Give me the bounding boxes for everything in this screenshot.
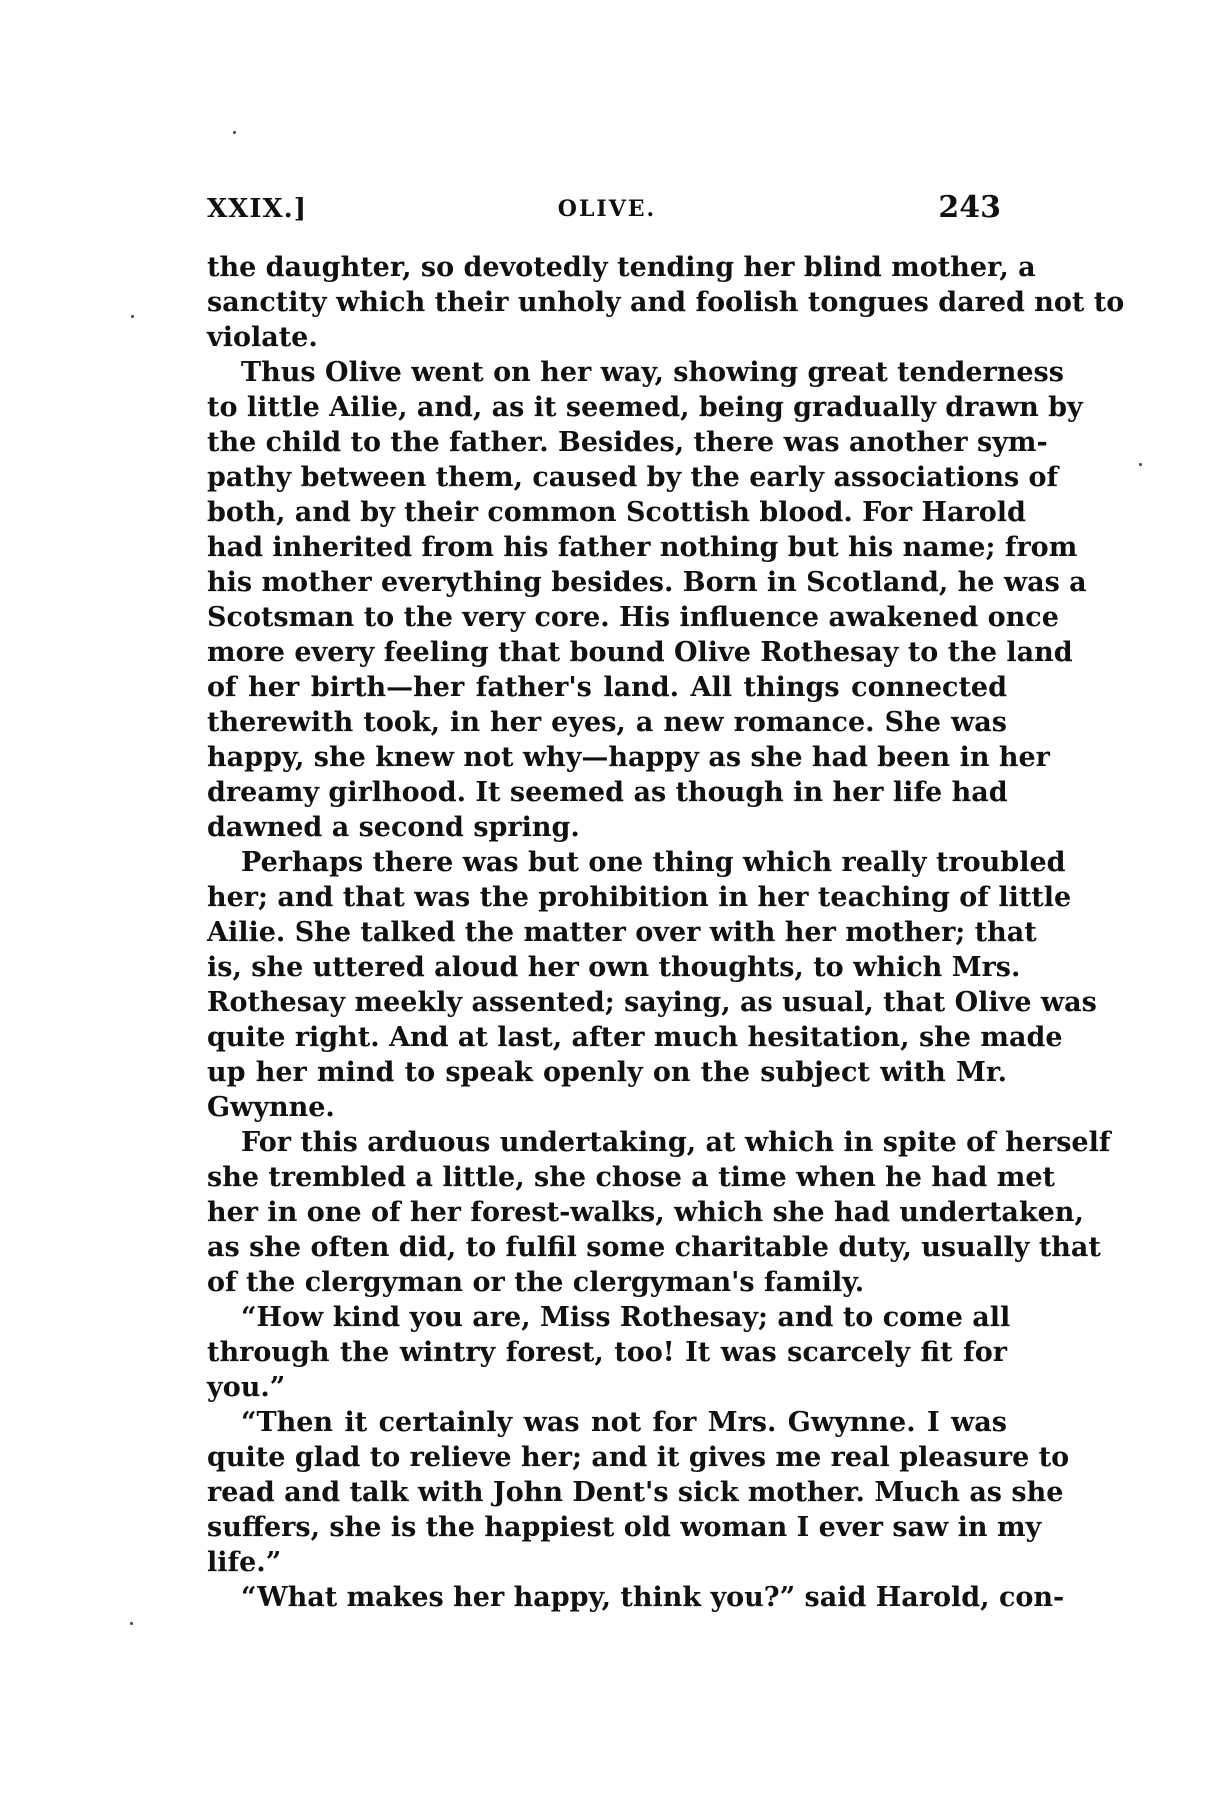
chapter-marker: XXIX.]: [207, 194, 308, 224]
text-line: is, she uttered aloud her own thoughts, to which Mrs.: [207, 952, 1021, 983]
text-line: more every feeling that bound Olive Rothesay to the land: [207, 637, 1073, 668]
text-line: of the clergyman or the clergyman's family.: [207, 1267, 865, 1298]
text-line: happy, she knew not why—happy as she had been in her: [207, 742, 1050, 773]
text-line: Gwynne.: [207, 1092, 335, 1123]
text-line: Thus Olive went on her way, showing great tenderness: [241, 357, 1064, 388]
text-line: Rothesay meekly assented; saying, as usual, that Olive was: [207, 987, 1097, 1018]
text-line: suffers, she is the happiest old woman I ever saw in my: [207, 1512, 1042, 1543]
text-line: life.”: [207, 1547, 282, 1578]
text-line: as she often did, to fulfil some charitable duty, usually that: [207, 1232, 1101, 1263]
text-line: his mother everything besides. Born in Scotland, he was a: [207, 567, 1087, 598]
text-line: her; and that was the prohibition in her teaching of little: [207, 882, 1072, 913]
print-speck: [233, 131, 236, 134]
text-line: dreamy girlhood. It seemed as though in her life had: [207, 777, 1008, 808]
text-line: her in one of her forest-walks, which she had undertaken,: [207, 1197, 1084, 1228]
running-head: [207, 190, 1007, 230]
text-line: had inherited from his father nothing but his name; from: [207, 532, 1078, 563]
text-line: violate.: [207, 322, 318, 353]
text-line: the daughter, so devotedly tending her blind mother, a: [207, 252, 1036, 283]
text-line: “What makes her happy, think you?” said Harold, con-: [241, 1582, 1065, 1613]
text-line: you.”: [207, 1372, 286, 1403]
text-line: For this arduous undertaking, at which in spite of herself: [241, 1127, 1111, 1158]
text-line: through the wintry forest, too! It was scarcely fit for: [207, 1337, 1007, 1368]
text-line: read and talk with John Dent's sick mother. Much as she: [207, 1477, 1064, 1508]
body-text: [207, 250, 1125, 1615]
print-speck: [131, 315, 134, 318]
text-line: the child to the father. Besides, there was another sym-: [207, 427, 1048, 458]
text-line: therewith took, in her eyes, a new romance. She was: [207, 707, 1007, 738]
print-speck: [130, 1622, 133, 1625]
text-line: both, and by their common Scottish blood. For Harold: [207, 497, 1026, 528]
text-line: Ailie. She talked the matter over with her mother; that: [207, 917, 1037, 948]
text-line: pathy between them, caused by the early associations of: [207, 462, 1059, 493]
text-line: quite right. And at last, after much hesitation, she made: [207, 1022, 1063, 1053]
text-line: “How kind you are, Miss Rothesay; and to come all: [241, 1302, 1011, 1333]
text-line: of her birth—her father's land. All things connected: [207, 672, 1007, 703]
running-title: OLIVE.: [557, 196, 657, 222]
text-line: to little Ailie, and, as it seemed, being gradually drawn by: [207, 392, 1083, 423]
text-line: up her mind to speak openly on the subject with Mr.: [207, 1057, 1007, 1088]
page-number: 243: [938, 190, 1001, 225]
print-speck: [1139, 463, 1142, 466]
text-line: sanctity which their unholy and foolish tongues dared not to: [207, 287, 1125, 318]
text-line: dawned a second spring.: [207, 812, 580, 843]
text-line: quite glad to relieve her; and it gives me real pleasure to: [207, 1442, 1070, 1473]
text-line: Perhaps there was but one thing which really troubled: [241, 847, 1066, 878]
text-line: Scotsman to the very core. His influence awakened once: [207, 602, 1059, 633]
text-line: “Then it certainly was not for Mrs. Gwynne. I was: [241, 1407, 1007, 1438]
text-line: she trembled a little, she chose a time when he had met: [207, 1162, 1055, 1193]
